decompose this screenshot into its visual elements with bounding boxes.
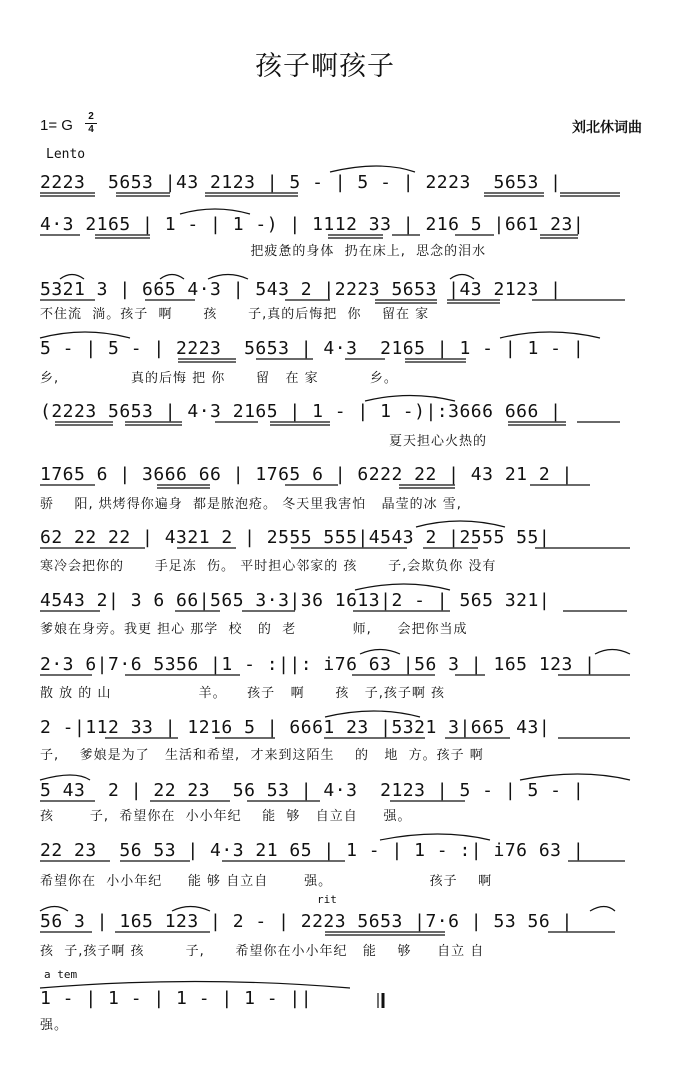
tempo-marking: Lento: [46, 147, 86, 162]
lyric-line-3: 不住流 淌。孩子 啊 孩 子,真的后悔把 你 留在 家: [40, 307, 430, 322]
lyric-line-12: 希望你在 小小年纪 能 够 自立自 强。 孩子 啊: [40, 874, 493, 889]
score-line-4: 5 - | 5 - | 2223 5653 | 4·3 2165 | 1 - | 1 - |: [40, 338, 585, 359]
score-line-9: 2·3 6|7·6 5356 |1 - :||: i76 63 |56 3 | 165 123 |: [40, 654, 596, 675]
time-bottom: 4: [88, 124, 94, 135]
score-line-2: 4·3 2165 | 1 - | 1 -) | 1112 33 | 216 5 |661 23|: [40, 214, 585, 235]
time-top: 2: [88, 111, 94, 122]
key-signature: 1= G: [40, 117, 73, 134]
score-line-14: 1 - | 1 - | 1 - | 1 - ||: [40, 988, 313, 1009]
score-line-6: 1765 6 | 3666 66 | 1765 6 | 6222 22 | 43 21 2 |: [40, 464, 573, 485]
score-line-1: 2223 5653 |43 2123 | 5 - | 5 - | 2223 5653 |: [40, 172, 562, 193]
rit-marking: rit: [317, 893, 337, 906]
lyric-line-4: 乡, 真的后悔 把 你 留 在 家 乡。: [40, 371, 398, 386]
lyric-line-13: 孩 子,孩子啊 孩 子, 希望你在小小年纪 能 够 自立 自: [40, 944, 485, 959]
lyric-line-11: 孩 子, 希望你在 小小年纪 能 够 自立自 强。: [40, 809, 412, 824]
score-line-12: 22 23 56 53 | 4·3 21 65 | 1 - | 1 - :| i76 63 |: [40, 840, 585, 861]
score-line-8: 4543 2| 3 6 66|565 3·3|36 1613|2 - | 565 321|: [40, 590, 551, 611]
score-line-5: (2223 5653 | 4·3 2165 | 1 - | 1 -)|:3666 666 |: [40, 401, 562, 422]
score-line-10: 2 -|112 33 | 1216 5 | 6661 23 |5321 3|665 43|: [40, 717, 551, 738]
score-line-3: 5321 3 | 665 4·3 | 543 2 |2223 5653 |43 2123 |: [40, 279, 562, 300]
score-line-11: 5 43 2 | 22 23 56 53 | 4·3 2123 | 5 - | 5 - |: [40, 780, 585, 801]
lyric-line-6: 骄 阳, 烘烤得你遍身 都是脓泡疮。 冬天里我害怕 晶莹的冰 雪,: [40, 497, 462, 512]
score-line-7: 62 22 22 | 4321 2 | 2555 555|4543 2 |2555 55|: [40, 527, 551, 548]
lyric-line-10: 子, 爹娘是为了 生活和希望, 才来到这陌生 的 地 方。孩子 啊: [40, 748, 484, 763]
a-tempo-marking: a tem: [44, 968, 78, 981]
lyric-line-7: 寒冷会把你的 手足冻 伤。 平时担心邻家的 孩 子,会欺负你 没有: [40, 559, 497, 574]
song-title: 孩子啊孩子: [255, 51, 395, 82]
lyric-line-2: 把疲惫的身体 扔在床上, 思念的泪水: [40, 244, 487, 259]
lyric-line-9: 散 放 的 山 羊。 孩子 啊 孩 子,孩子啊 孩: [40, 686, 446, 701]
lyric-line-8: 爹娘在身旁。我更 担心 那学 校 的 老 师, 会把你当成: [40, 622, 468, 637]
composer-credit: 刘北休词曲: [572, 120, 642, 136]
score-line-13: 56 3 | 165 123 | 2 - | 2223 5653 |7·6 | 53 56 |: [40, 911, 573, 932]
lyric-line-14: 强。: [40, 1018, 69, 1033]
lyric-line-5: 夏天担心火热的: [40, 434, 487, 449]
